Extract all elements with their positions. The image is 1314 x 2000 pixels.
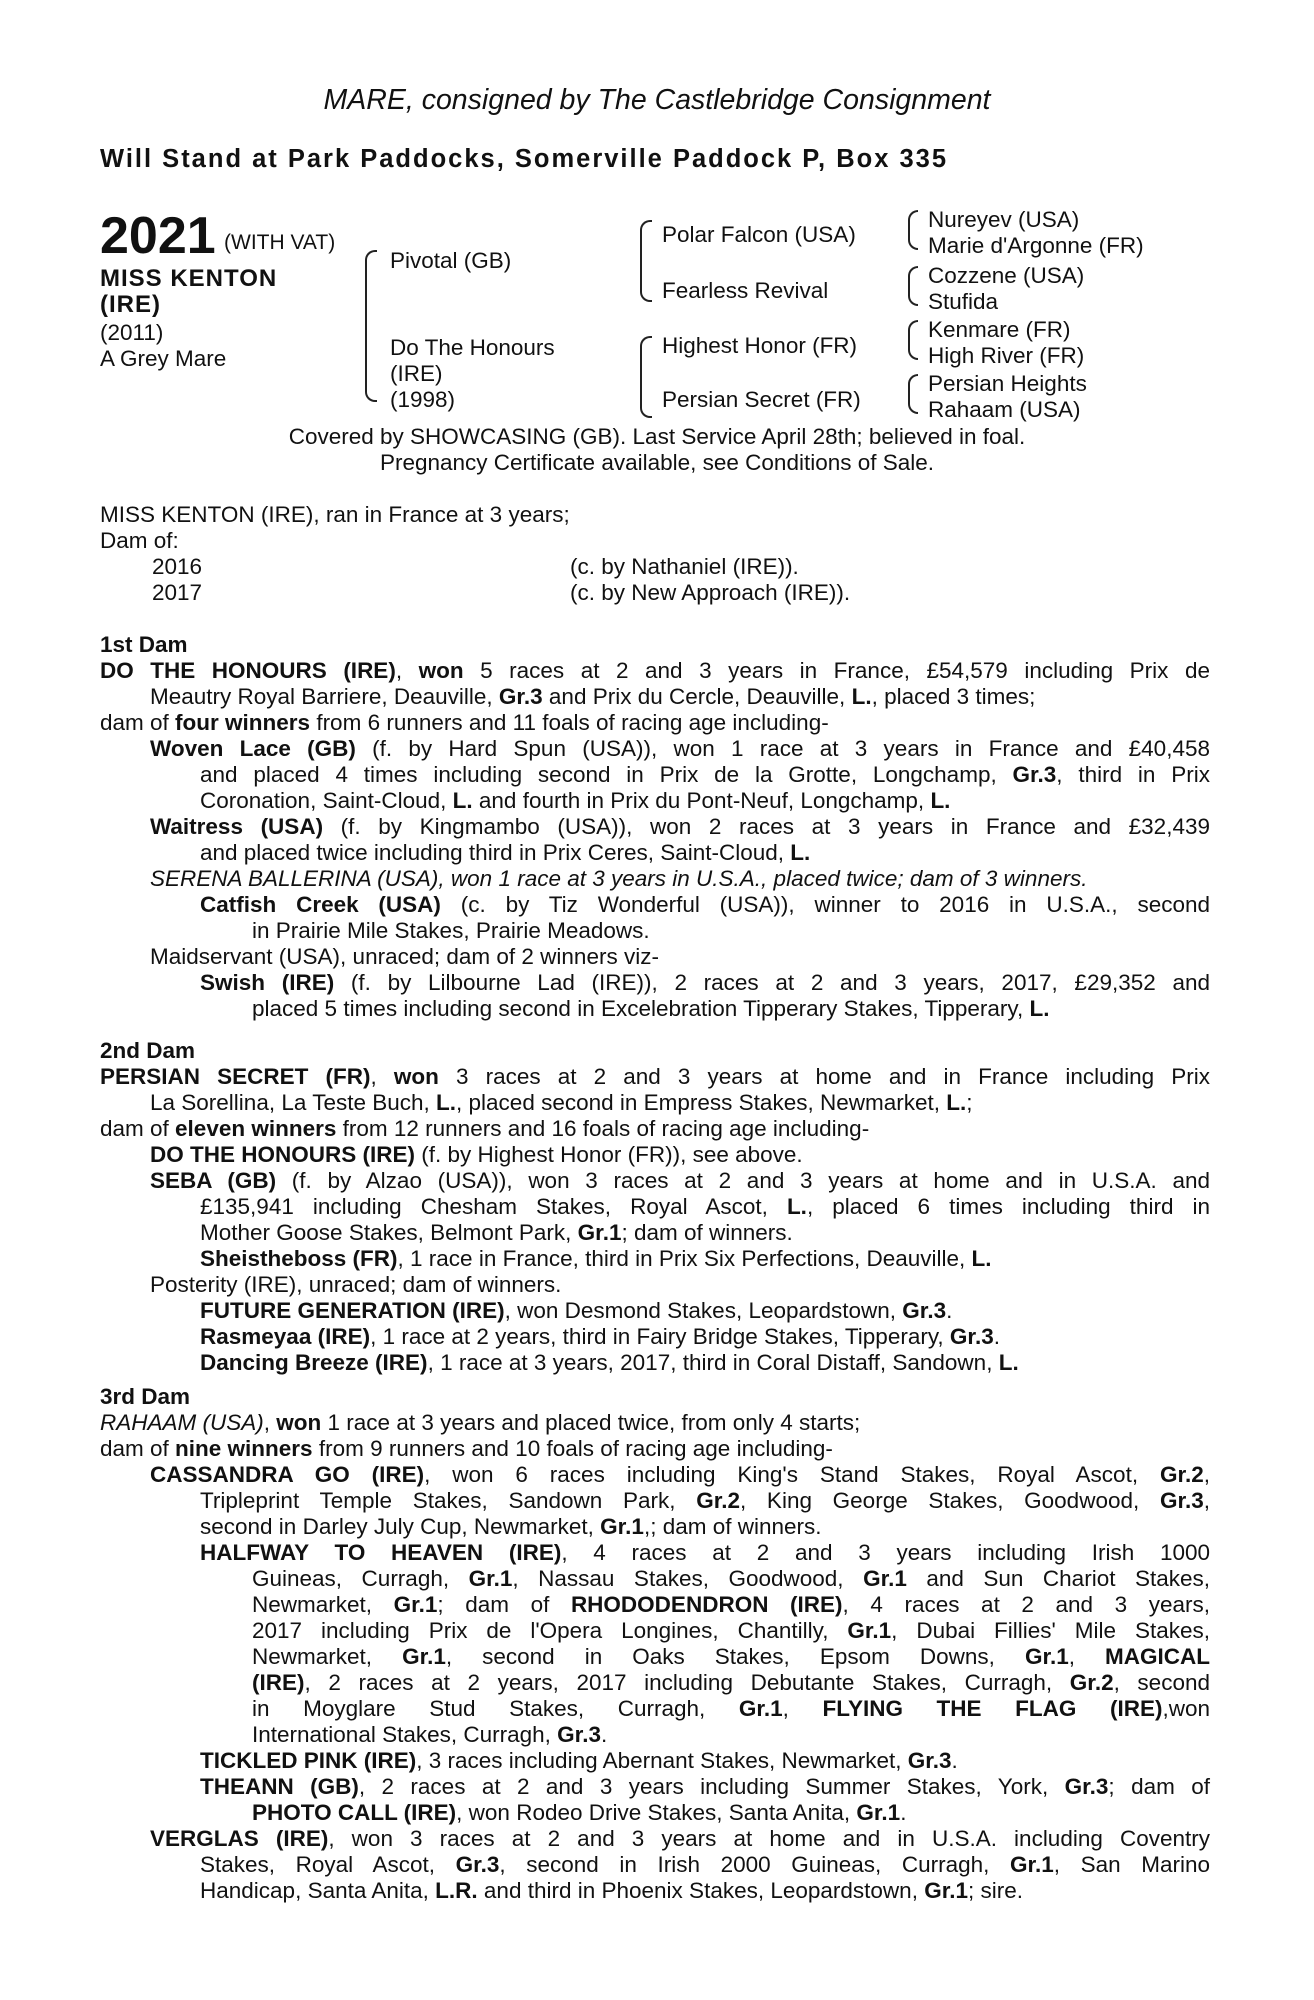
dam3-line: Stakes, Royal Ascot, Gr.3, second in Irish 2000 Guineas, Curragh, Gr.1, San Marino xyxy=(200,1852,1210,1877)
pedigree-brace-gg56 xyxy=(908,320,918,360)
dam1-line: in Prairie Mile Stakes, Prairie Meadows. xyxy=(252,918,650,943)
dam3-line: TICKLED PINK (IRE), 3 races including Abernant Stakes, Newmarket, Gr.3. xyxy=(200,1748,958,1773)
dam3-line: in Moyglare Stud Stakes, Curragh, Gr.1, FLYING THE FLAG (IRE),won xyxy=(252,1696,1211,1721)
horse-description: A Grey Mare xyxy=(100,346,227,371)
dam2-line: Posterity (IRE), unraced; dam of winners. xyxy=(150,1272,562,1297)
pedigree-dam: Do The Honours xyxy=(390,335,555,360)
dam1-line: DO THE HONOURS (IRE), won 5 races at 2 and 3 years in France, £54,579 including Prix de xyxy=(100,658,1210,683)
dam3-line: (IRE), 2 races at 2 years, 2017 including Debutante Stakes, Curragh, Gr.2, second xyxy=(252,1670,1210,1695)
dam3-line: VERGLAS (IRE), won 3 races at 2 and 3 years at home and in U.S.A. including Coventry xyxy=(150,1826,1210,1851)
dam2-line: Dancing Breeze (IRE), 1 race at 3 years, 2017, third in Coral Distaff, Sandown, L. xyxy=(200,1350,1019,1375)
dam3-line: Newmarket, Gr.1, second in Oaks Stakes, Epsom Downs, Gr.1, MAGICAL xyxy=(252,1644,1210,1669)
dam1-line: Meautry Royal Barriere, Deauville, Gr.3 and Prix du Cercle, Deauville, L., placed 3 times; xyxy=(150,684,1036,709)
pedigree-g1: Polar Falcon (USA) xyxy=(662,222,856,247)
dam3-line: Guineas, Curragh, Gr.1, Nassau Stakes, Goodwood, Gr.1 and Sun Chariot Stakes, xyxy=(252,1566,1210,1591)
dam2-line: SEBA (GB) (f. by Alzao (USA)), won 3 races at 2 and 3 years at home and in U.S.A. and xyxy=(150,1168,1210,1193)
dam1-line: Woven Lace (GB) (f. by Hard Spun (USA)), won 1 race at 3 years in France and £40,458 xyxy=(150,736,1210,761)
pedigree-gg7: Persian Heights xyxy=(928,371,1087,396)
dam2-line: £135,941 including Chesham Stakes, Royal Ascot, L., placed 6 times including third in xyxy=(200,1194,1210,1219)
dam3-line: second in Darley July Cup, Newmarket, Gr.1,; dam of winners. xyxy=(200,1514,822,1539)
vat-note: (WITH VAT) xyxy=(224,231,336,254)
pedigree-brace-gg12 xyxy=(908,210,918,250)
produce-detail: (c. by Nathaniel (IRE)). xyxy=(570,554,799,579)
dam2-line: dam of eleven winners from 12 runners and 16 foals of racing age including- xyxy=(100,1116,870,1141)
pedigree-brace-gg34 xyxy=(908,266,918,306)
dam1-line: and placed 4 times including second in Prix de la Grotte, Longchamp, Gr.3, third in Prix xyxy=(200,762,1210,787)
pedigree-dam-suffix: (IRE) xyxy=(390,361,443,386)
dam3-line: PHOTO CALL (IRE), won Rodeo Drive Stakes, Santa Anita, Gr.1. xyxy=(252,1800,907,1825)
dam3-line: 2017 including Prix de l'Opera Longines, Chantilly, Gr.1, Dubai Fillies' Mile Stakes, xyxy=(252,1618,1210,1643)
dam2-heading: 2nd Dam xyxy=(100,1038,196,1063)
pedigree-g3: Highest Honor (FR) xyxy=(662,333,858,358)
dam1-line: SERENA BALLERINA (USA), won 1 race at 3 years in U.S.A., placed twice; dam of 3 winners. xyxy=(150,866,1088,891)
dam1-line: and placed twice including third in Prix Ceres, Saint-Cloud, L. xyxy=(200,840,811,865)
pregnancy-note: Pregnancy Certificate available, see Conditions of Sale. xyxy=(379,450,935,475)
dam1-line: placed 5 times including second in Excelebration Tipperary Stakes, Tipperary, L. xyxy=(252,996,1050,1021)
pedigree-g2: Fearless Revival xyxy=(662,278,829,303)
dam3-line: Newmarket, Gr.1; dam of RHODODENDRON (IRE), 4 races at 2 and 3 years, xyxy=(252,1592,1210,1617)
produce-intro: MISS KENTON (IRE), ran in France at 3 years; xyxy=(100,502,570,527)
pedigree-brace-sire xyxy=(640,220,652,302)
lot-title: MARE, consigned by The Castlebridge Consignment xyxy=(323,84,991,116)
covering-note: Covered by SHOWCASING (GB). Last Service April 28th; believed in foal. xyxy=(288,424,1026,449)
produce-detail: (c. by New Approach (IRE)). xyxy=(570,580,851,605)
dam1-line: Waitress (USA) (f. by Kingmambo (USA)), won 2 races at 3 years in France and £32,439 xyxy=(150,814,1210,839)
produce-year: 2017 xyxy=(152,580,203,605)
dam2-line: Mother Goose Stakes, Belmont Park, Gr.1; dam of winners. xyxy=(200,1220,793,1245)
dam3-heading: 3rd Dam xyxy=(100,1384,191,1409)
pedigree-dam-year: (1998) xyxy=(390,387,456,412)
dam2-line: La Sorellina, La Teste Buch, L., placed second in Empress Stakes, Newmarket, L.; xyxy=(150,1090,973,1115)
produce-year: 2016 xyxy=(152,554,203,579)
pedigree-gg6: High River (FR) xyxy=(928,343,1085,368)
pedigree-brace-main xyxy=(365,250,377,402)
pedigree-g4: Persian Secret (FR) xyxy=(662,387,861,412)
stabling-location: Will Stand at Park Paddocks, Somerville Paddock P, Box 335 xyxy=(100,145,949,173)
dam3-line: CASSANDRA GO (IRE), won 6 races including King's Stand Stakes, Royal Ascot, Gr.2, xyxy=(150,1462,1210,1487)
produce-dam-of: Dam of: xyxy=(100,528,179,553)
pedigree-gg1: Nureyev (USA) xyxy=(928,207,1080,232)
dam1-line: dam of four winners from 6 runners and 11 foals of racing age including- xyxy=(100,710,829,735)
sale-year: 2021 xyxy=(100,207,216,265)
dam3-line: Tripleprint Temple Stakes, Sandown Park, Gr.2, King George Stakes, Goodwood, Gr.3, xyxy=(200,1488,1210,1513)
pedigree-sire: Pivotal (GB) xyxy=(390,248,512,273)
horse-foaled: (2011) xyxy=(100,320,164,345)
dam2-line: Rasmeyaa (IRE), 1 race at 2 years, third in Fairy Bridge Stakes, Tipperary, Gr.3. xyxy=(200,1324,1000,1349)
dam2-line: FUTURE GENERATION (IRE), won Desmond Stakes, Leopardstown, Gr.3. xyxy=(200,1298,953,1323)
dam3-line: THEANN (GB), 2 races at 2 and 3 years including Summer Stakes, York, Gr.3; dam of xyxy=(200,1774,1210,1799)
pedigree-gg2: Marie d'Argonne (FR) xyxy=(928,233,1144,258)
pedigree-gg4: Stufida xyxy=(928,289,999,314)
dam3-line: Handicap, Santa Anita, L.R. and third in Phoenix Stakes, Leopardstown, Gr.1; sire. xyxy=(200,1878,1023,1903)
dam2-line: DO THE HONOURS (IRE) (f. by Highest Honor (FR)), see above. xyxy=(150,1142,803,1167)
dam2-line: Sheistheboss (FR), 1 race in France, third in Prix Six Perfections, Deauville, L. xyxy=(200,1246,992,1271)
dam3-line: dam of nine winners from 9 runners and 10 foals of racing age including- xyxy=(100,1436,833,1461)
horse-name-suffix: (IRE) xyxy=(100,291,161,318)
pedigree-brace-dam xyxy=(640,336,652,418)
horse-name: MISS KENTON xyxy=(100,265,278,292)
dam3-line: RAHAAM (USA), won 1 race at 3 years and placed twice, from only 4 starts; xyxy=(100,1410,861,1435)
pedigree-gg3: Cozzene (USA) xyxy=(928,263,1085,288)
dam3-line: International Stakes, Curragh, Gr.3. xyxy=(252,1722,608,1747)
dam2-line: PERSIAN SECRET (FR), won 3 races at 2 and 3 years at home and in France including Prix xyxy=(100,1064,1210,1089)
pedigree-brace-gg78 xyxy=(908,374,918,414)
dam1-heading: 1st Dam xyxy=(100,632,188,657)
pedigree-gg5: Kenmare (FR) xyxy=(928,317,1071,342)
dam1-line: Swish (IRE) (f. by Lilbourne Lad (IRE)), 2 races at 2 and 3 years, 2017, £29,352 and xyxy=(200,970,1210,995)
dam3-line: HALFWAY TO HEAVEN (IRE), 4 races at 2 and 3 years including Irish 1000 xyxy=(200,1540,1210,1565)
dam1-line: Catfish Creek (USA) (c. by Tiz Wonderful (USA)), winner to 2016 in U.S.A., second xyxy=(200,892,1211,917)
dam1-line: Coronation, Saint-Cloud, L. and fourth in Prix du Pont-Neuf, Longchamp, L. xyxy=(200,788,951,813)
pedigree-gg8: Rahaam (USA) xyxy=(928,397,1081,422)
dam1-line: Maidservant (USA), unraced; dam of 2 winners viz- xyxy=(150,944,659,969)
